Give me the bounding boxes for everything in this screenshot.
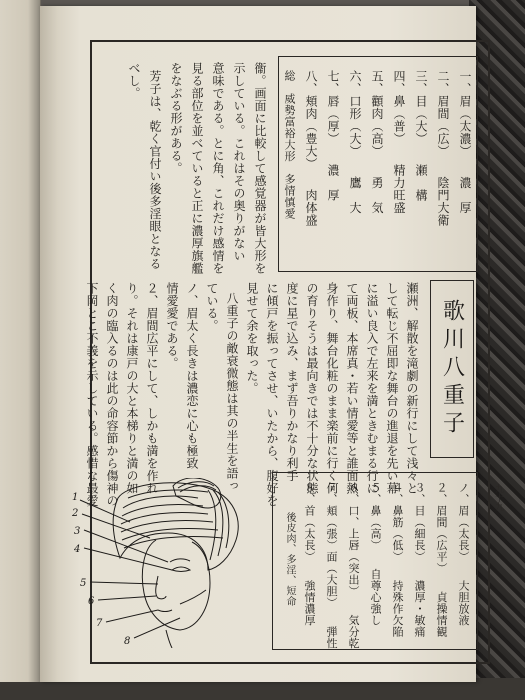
page-number: 九十九 [493, 484, 503, 511]
nose [156, 576, 166, 599]
lower-text-2: 情愛愛である。 [165, 282, 179, 370]
middle-text-9: 見せて余を取った。 [245, 282, 259, 395]
lower-text-1: ノ、眉太く長きは濃恋に心も極致 [185, 282, 199, 470]
eyebrow [170, 559, 190, 562]
bottom-feature-2: ２、眉間（広平） 貞操情観 [435, 482, 448, 638]
top-text-4: 見る部位を並べていると正に濃厚旗艦 [190, 62, 204, 275]
sketch-label-2: 2 [72, 508, 79, 519]
bottom-feature-4: ４、鼻筋（低） 持殊作欠陥 [391, 482, 404, 638]
top-feature-2: 二、眉間（広） 陰門大衛 [436, 70, 450, 227]
top-feature-summary: 総 威勢富裕大形 多情慎愛 [283, 70, 296, 220]
sketch-label-6: 6 [88, 596, 95, 607]
bottom-feature-1: ノ、眉（太長） 大胆放液 [457, 482, 470, 626]
middle-text-5: 身作り、舞台化粧のまま楽前に行く何 [325, 282, 339, 495]
eye [172, 567, 190, 572]
middle-text-11: ている。 [205, 282, 219, 332]
top-text-6: 芳子は、乾く官付い後多淫眼となる [148, 70, 162, 270]
top-text-2: 示している。これはその奥りがない [232, 62, 246, 262]
top-feature-7: 七、唇（厚） 濃 厚 [326, 70, 340, 202]
lower-text-5: く肉の臨入るのは此の命容節から傷神の [105, 282, 119, 507]
bottom-feature-5: ５、鼻（高） 自尊心強し [369, 482, 382, 626]
middle-text-4: て両板、本席真・若い情愛等と誰面熱 [345, 282, 359, 495]
top-feature-8: 八、頬肉（豊大） 肉体盛 [304, 70, 318, 227]
face-outline [142, 540, 210, 630]
middle-text-3: に溢い良入で左来を満ときむまる行に [365, 282, 379, 495]
title-box: 歌川八重子 [430, 280, 474, 458]
sketch-label-4: 4 [74, 544, 81, 555]
middle-text-1: 瀬洲、解散を滝劇の新行にして浅々と [405, 282, 419, 495]
top-feature-6: 六、口形（大） 鷹 大 [348, 70, 362, 214]
middle-text-8: に傾戸を振ってさせ、いたから、腹好を [265, 282, 279, 507]
sketch-label-5: 5 [80, 578, 87, 589]
bottom-feature-7: ７、頬（張）面（大胆） 弾性 [325, 482, 338, 649]
bottom-feature-8: ８、首（太長） 強情濃厚 [303, 482, 316, 626]
mouth [158, 610, 172, 612]
bottom-feature-6: ６、口、上唇（突出） 気分乾 [347, 482, 360, 649]
middle-text-7: 度に星で込み、まず吾りかなり利手 [285, 282, 299, 482]
lower-text-6: 下岡とこ不義を示している。感惜な最愛 [85, 282, 99, 507]
middle-text-6: の育りそうは最向きでは不十分な状態 [305, 282, 319, 495]
top-text-7: べし。 [127, 62, 141, 100]
top-text-5: をなぶる形がある。 [169, 62, 183, 175]
middle-text-10: 八重子の敵衰微態は其の半生を語っ [225, 292, 239, 492]
top-text-1: 衞。画面に比較して感覚器が皆大形を [253, 62, 267, 275]
top-feature-4: 四、鼻（普） 精力旺盛 [392, 70, 406, 214]
bottom-feature-summary: 後皮肉、多淫、短命 [284, 512, 295, 607]
sketch-label-8: 8 [124, 636, 131, 647]
top-feature-3: 三、目（大） 瀬 構 [414, 70, 428, 202]
neck [166, 630, 172, 648]
sketch-label-7: 7 [96, 618, 103, 629]
cheek-line [180, 590, 206, 604]
top-feature-1: 一、眉（太濃） 濃 厚 [458, 70, 472, 214]
top-text-3: 意味である。とに角、これだけ感情を [211, 62, 225, 275]
top-feature-5: 五、顴肉（高） 勇 気 [370, 70, 384, 214]
sketch-label-1: 1 [72, 492, 79, 503]
sketch-label-3: 3 [74, 526, 81, 537]
middle-text-2: して転じ不屈即な舞台の進退を先い幕 [385, 282, 399, 495]
lower-text-4: り。それは康戸の大と本梯りと満の如 [125, 282, 139, 495]
bottom-feature-3: ３、目（細長） 濃厚・敏痛 [413, 482, 426, 638]
face-sketch-illustration [58, 478, 268, 648]
lower-text-3: ２、眉間広平にして、しかも満を作れ [145, 282, 159, 495]
left-page-edge [0, 0, 41, 682]
